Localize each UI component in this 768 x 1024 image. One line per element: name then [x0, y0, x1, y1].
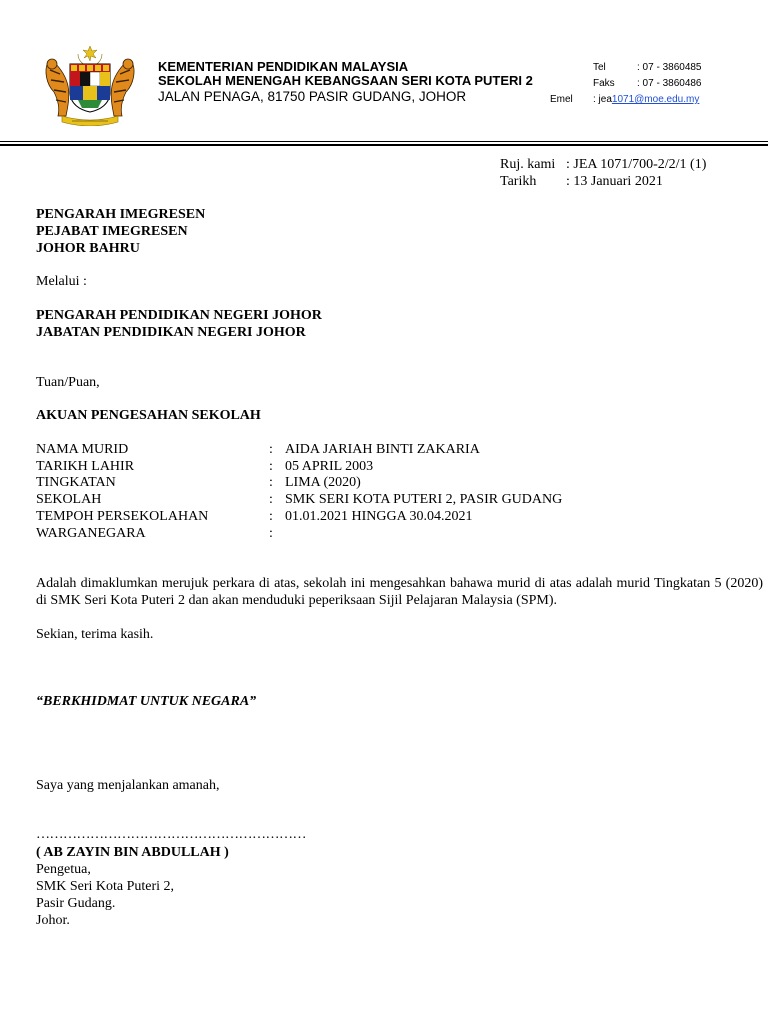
field-value-name: AIDA JARIAH BINTI ZAKARIA	[285, 442, 480, 457]
date-value: : 13 Januari 2021	[566, 174, 663, 189]
body-paragraph: Adalah dimaklumkan merujuk perkara di atas, sekolah ini mengesahkan bahawa murid di atas adalah murid Tingkatan 5 (2020) di SMK Seri Kota Puteri 2 dan akan menduduki peperiksaan Sijil Pelajaran Malaysia (SPM).	[36, 576, 763, 608]
field-colon: :	[269, 509, 273, 524]
field-colon: :	[269, 459, 273, 474]
field-colon: :	[269, 526, 273, 541]
signatory-org: SMK Seri Kota Puteri 2,	[36, 879, 175, 894]
signoff: Saya yang menjalankan amanah,	[36, 778, 220, 793]
date-label: Tarikh	[500, 174, 537, 189]
signatory-state: Johor.	[36, 913, 70, 928]
recipient-line-3: JOHOR BAHRU	[36, 241, 140, 256]
recipient-line-1: PENGARAH IMEGRESEN	[36, 207, 206, 222]
field-label-period: TEMPOH PERSEKOLAHAN	[36, 509, 209, 524]
signatory-city: Pasir Gudang.	[36, 896, 116, 911]
via-label: Melalui :	[36, 274, 87, 289]
field-colon: :	[269, 442, 273, 457]
school-address: JALAN PENAGA, 81750 PASIR GUDANG, JOHOR	[158, 89, 467, 104]
subject-title: AKUAN PENGESAHAN SEKOLAH	[36, 408, 261, 423]
via-line-1: PENGARAH PENDIDIKAN NEGERI JOHOR	[36, 308, 322, 323]
malaysia-coat-of-arms-icon	[40, 44, 140, 126]
signatory-title: Pengetua,	[36, 862, 91, 877]
via-line-2: JABATAN PENDIDIKAN NEGERI JOHOR	[36, 325, 306, 340]
email-link[interactable]: 1071@moe.edu.my	[611, 94, 700, 105]
fax-value: : 07 - 3860486	[637, 78, 702, 89]
field-label-citizenship: WARGANEGARA	[36, 526, 146, 541]
field-label-form: TINGKATAN	[36, 475, 116, 490]
closing-line: Sekian, terima kasih.	[36, 627, 154, 642]
email-prefix: : jea	[593, 94, 612, 105]
field-label-dob: TARIKH LAHIR	[36, 459, 135, 474]
signatory-name: ( AB ZAYIN BIN ABDULLAH )	[36, 845, 229, 860]
tel-label: Tel	[593, 62, 606, 73]
ref-label: Ruj. kami	[500, 157, 556, 172]
field-label-school: SEKOLAH	[36, 492, 102, 507]
field-colon: :	[269, 475, 273, 490]
field-value-dob: 05 APRIL 2003	[285, 459, 374, 474]
fax-label: Faks	[593, 78, 615, 89]
email-value	[593, 94, 699, 105]
recipient-line-2: PEJABAT IMEGRESEN	[36, 224, 188, 239]
ref-value: : JEA 1071/700-2/2/1 (1)	[566, 157, 707, 172]
field-value-school: SMK SERI KOTA PUTERI 2, PASIR GUDANG	[285, 492, 563, 507]
header-divider-thin	[0, 141, 768, 142]
header-divider-thick	[0, 144, 768, 146]
field-label-name: NAMA MURID	[36, 442, 129, 457]
field-value-period: 01.01.2021 HINGGA 30.04.2021	[285, 509, 473, 524]
email-label: Emel	[550, 94, 573, 105]
tel-value: : 07 - 3860485	[637, 62, 702, 73]
field-colon: :	[269, 492, 273, 507]
motto: “BERKHIDMAT UNTUK NEGARA”	[36, 694, 257, 709]
ministry-name: KEMENTERIAN PENDIDIKAN MALAYSIA	[158, 59, 409, 74]
signature-line: ……………………………………………………	[36, 827, 306, 842]
school-name: SEKOLAH MENENGAH KEBANGSAAN SERI KOTA PUTERI 2	[158, 73, 533, 88]
salutation: Tuan/Puan,	[36, 375, 100, 390]
field-value-form: LIMA (2020)	[285, 475, 361, 490]
